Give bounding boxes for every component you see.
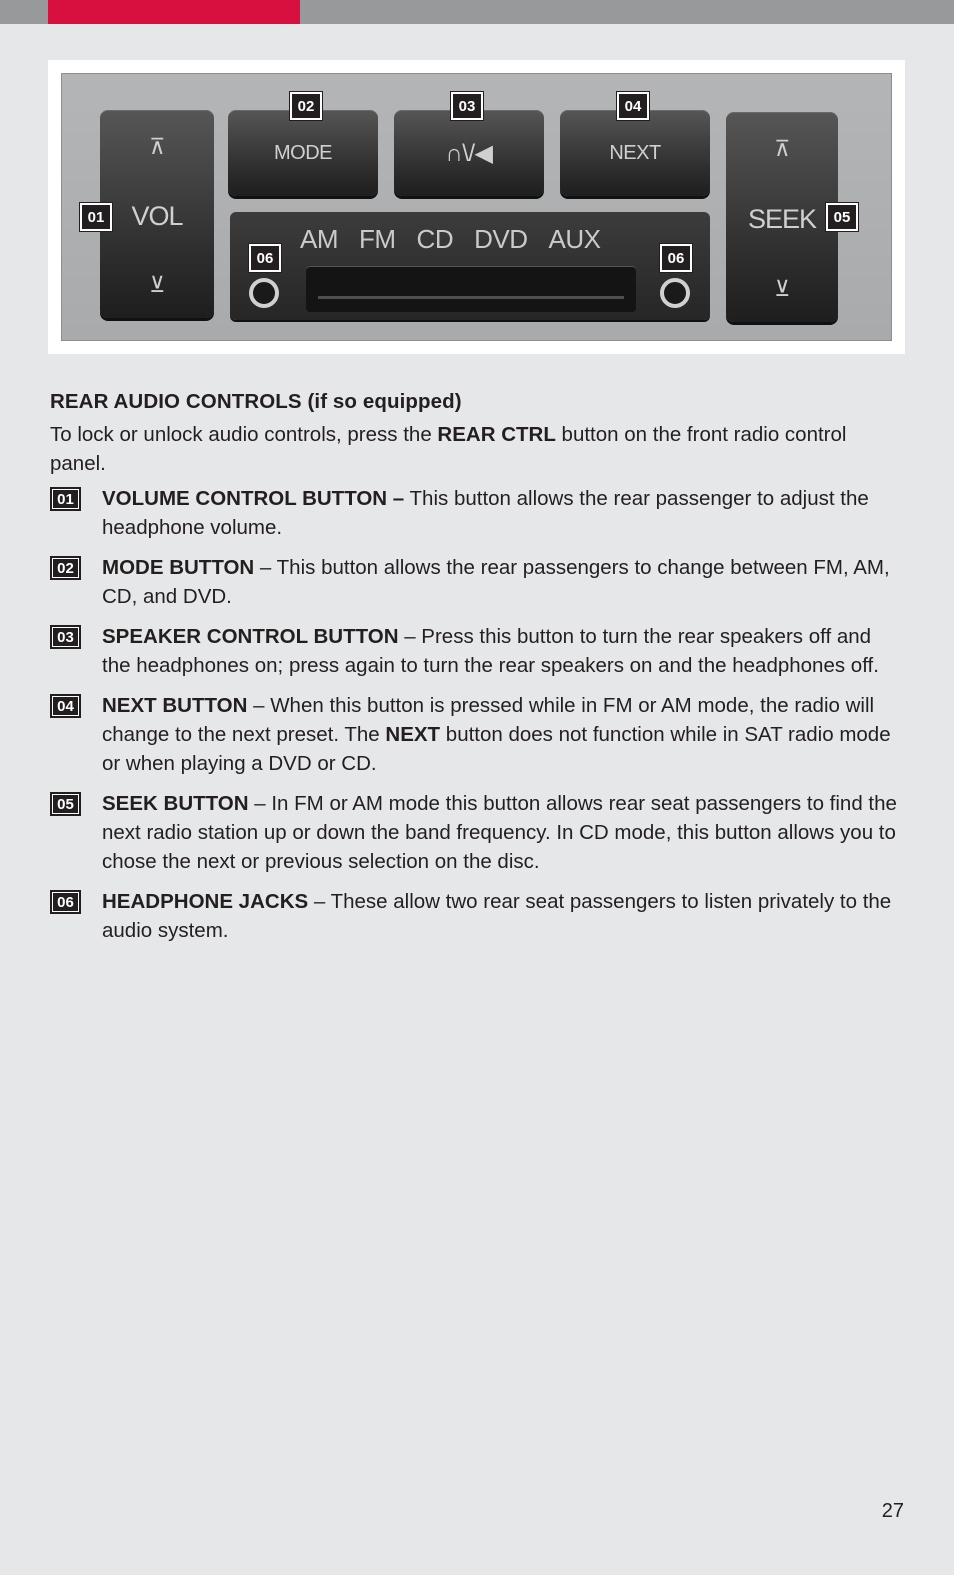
item-title: SEEK BUTTON	[102, 792, 249, 815]
item-text: – In FM or AM mode this button allows rear seat passengers to find the next radio station up or down the band frequency. In CD mode, this button allows you to chose the next or previous selection on the disc.	[102, 792, 897, 873]
vol-button	[100, 110, 214, 318]
list-item-03	[50, 622, 905, 680]
item-title: SPEAKER CONTROL BUTTON	[102, 625, 399, 648]
list-item-02	[50, 553, 905, 611]
page-number: 27	[881, 1500, 904, 1522]
top-bar	[0, 0, 954, 24]
item-number-badge: 05	[50, 792, 81, 816]
speaker-control-button	[394, 110, 544, 196]
source-label-dvd: DVD	[474, 224, 528, 254]
disc-slot-line	[318, 296, 624, 299]
item-number-badge: 02	[50, 556, 81, 580]
item-title: HEADPHONE JACKS	[102, 890, 309, 913]
callout-03: 03	[451, 92, 483, 120]
intro-rear-ctrl: REAR CTRL	[437, 423, 556, 446]
item-text: – This button allows the rear passengers to change between FM, AM, CD, and DVD.	[102, 556, 890, 608]
rear-audio-controls-figure	[48, 60, 905, 354]
next-label: NEXT	[609, 141, 661, 164]
list-item-04	[50, 691, 905, 778]
item-title: NEXT BUTTON	[102, 694, 248, 717]
source-display-strip	[230, 212, 710, 320]
callout-01: 01	[80, 203, 112, 231]
item-text: – These allow two rear seat passengers to listen privately to the audio system.	[102, 890, 892, 942]
vol-down-icon: ⊻	[149, 272, 165, 297]
vol-up-icon: ⊼	[149, 134, 165, 159]
headphone-jack-right	[660, 278, 690, 308]
list-item-06	[50, 887, 905, 945]
disc-slot	[306, 266, 636, 312]
seek-up-icon: ⊼	[774, 136, 790, 161]
item-text: This button allows the rear passenger to adjust the headphone volume.	[102, 487, 869, 539]
section-heading: REAR AUDIO CONTROLS (if so equipped)	[50, 390, 462, 413]
intro-text-pre: To lock or unlock audio controls, press the	[50, 423, 438, 446]
item-text-continued: button does not function while in SAT radio mode or when playing a DVD or CD.	[102, 723, 891, 775]
source-label-am: AM	[300, 224, 338, 254]
headphone-jack-left	[249, 278, 279, 308]
control-panel-image	[61, 73, 892, 341]
seek-down-icon: ⊻	[774, 276, 790, 301]
item-inline-bold: NEXT	[385, 723, 441, 746]
seek-button	[726, 112, 838, 322]
mode-button	[228, 110, 378, 196]
top-bar-accent	[48, 0, 300, 24]
callout-04: 04	[617, 92, 649, 120]
seek-label: SEEK	[747, 203, 817, 234]
item-text: – Press this button to turn the rear speakers off and the headphones on; press again to turn the rear speakers on and the headphones off.	[102, 625, 879, 677]
source-label-cd: CD	[416, 224, 454, 254]
item-number-badge: 06	[50, 890, 81, 914]
source-label-fm: FM	[359, 224, 396, 254]
item-number-badge: 04	[50, 694, 81, 718]
source-labels	[300, 224, 621, 255]
callout-06-right: 06	[660, 244, 692, 272]
vol-label: VOL	[131, 200, 183, 231]
callout-05: 05	[826, 203, 858, 231]
item-title: MODE BUTTON	[102, 556, 255, 579]
item-number-badge: 03	[50, 625, 81, 649]
list-item-05	[50, 789, 905, 876]
next-button	[560, 110, 710, 196]
callout-02: 02	[290, 92, 322, 120]
item-number-badge: 01	[50, 487, 81, 511]
intro-text-post: button on the front radio control panel.	[50, 423, 847, 475]
main-content	[50, 390, 905, 956]
list-item-01	[50, 484, 905, 542]
speaker-headphone-icon: ∩\/◀	[445, 139, 493, 167]
item-text: – When this button is pressed while in FM or AM mode, the radio will change to the next preset. The	[102, 694, 875, 746]
source-label-aux: AUX	[548, 224, 601, 254]
callout-06-left: 06	[249, 244, 281, 272]
intro-paragraph	[50, 420, 905, 478]
mode-label: MODE	[274, 141, 332, 164]
item-title: VOLUME CONTROL BUTTON –	[102, 487, 405, 510]
